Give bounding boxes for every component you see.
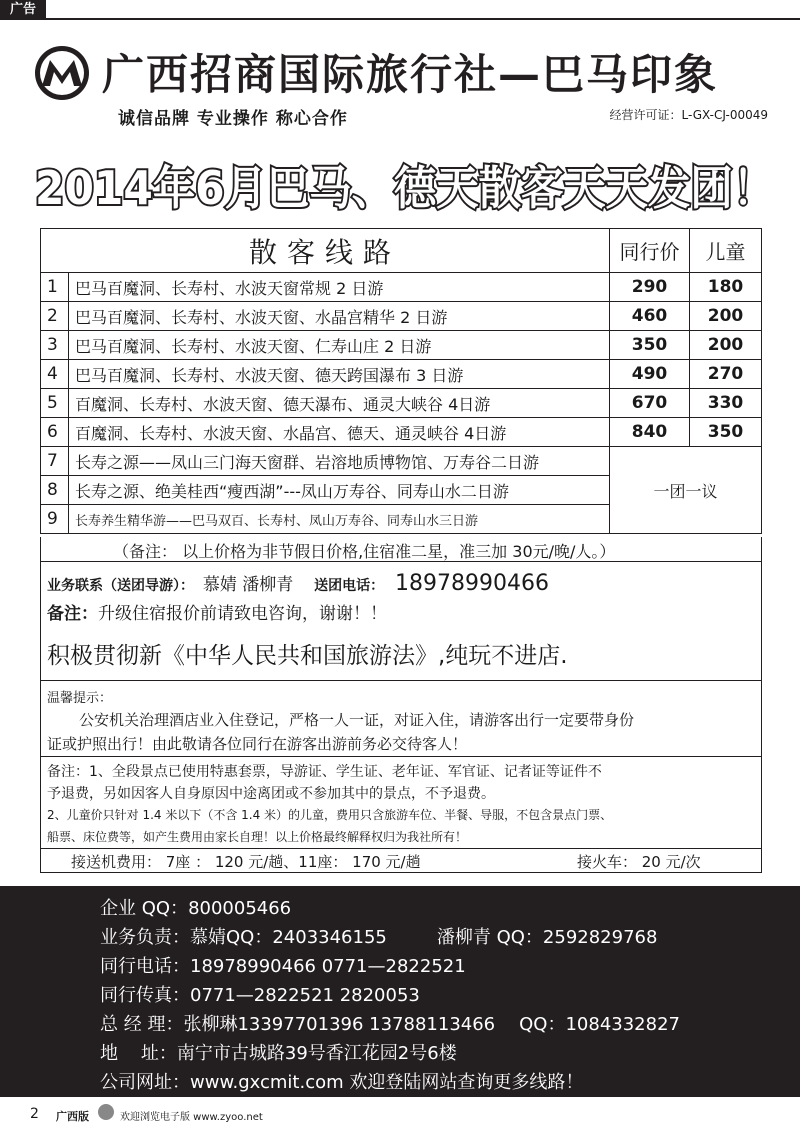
route-name: 百魔洞、长寿村、水波天窗、水晶宫、德天、通灵峡谷 4日游 <box>69 418 610 447</box>
footer-business-value-2: 潘柳青 QQ：2592829768 <box>436 927 658 948</box>
route-peer-price: 670 <box>610 389 690 418</box>
tips-title: 温馨提示： <box>47 691 113 706</box>
table-title: 散客线路 <box>41 229 610 273</box>
footer-qq-value: 800005466 <box>188 898 292 919</box>
footer-qq <box>100 894 291 920</box>
remark-line <box>47 599 767 624</box>
page-number: 2 <box>30 1106 39 1122</box>
top-rule <box>46 18 800 20</box>
slogan: 诚信品牌 专业操作 称心合作 <box>118 109 348 129</box>
footer-fax-value: 0771—2822521 2820053 <box>190 985 420 1006</box>
group-price: 一团一议 <box>610 447 762 534</box>
divider <box>41 848 761 849</box>
footer-gm-label: 总 经 理： <box>100 1014 184 1035</box>
table-row <box>41 273 762 302</box>
notes-box <box>40 537 762 873</box>
route-name: 巴马百魔洞、长寿村、水波天窗、仁寿山庄 2 日游 <box>69 331 610 360</box>
rule1-line-2: 予退费，另如因客人自身原因中途离团或不参加其中的景点，不予退费。 <box>47 786 495 802</box>
footer-address <box>100 1039 457 1065</box>
footer-website-value: www.gxcmit.com 欢迎登陆网站查询更多线路！ <box>190 1072 584 1093</box>
route-child-price: 330 <box>690 389 762 418</box>
route-no: 7 <box>41 447 69 476</box>
route-peer-price: 350 <box>610 331 690 360</box>
company-logo-icon <box>28 44 96 102</box>
route-table <box>40 228 762 534</box>
route-name: 巴马百魔洞、长寿村、水波天窗常规 2 日游 <box>69 273 610 302</box>
law-slogan: 积极贯彻新《中华人民共和国旅游法》,纯玩不进店. <box>47 643 568 669</box>
route-peer-price: 490 <box>610 360 690 389</box>
license-number: 经营许可证：L-GX-CJ-00049 <box>609 108 768 122</box>
contact-names: 慕婧 潘柳青 <box>202 575 294 595</box>
divider <box>41 756 761 757</box>
tips-line-1: 公安机关治理酒店业入住登记，严格一人一证，对证入住，请游客出行一定要带身份 <box>79 711 635 729</box>
footer-website <box>100 1068 583 1094</box>
transfer-fee: 接送机费用： 7座 ： 120 元/趟、11座： 170 元/趟 <box>71 853 421 871</box>
rule2-line-1: 2、儿童价只针对 1.4 米以下（不含 1.4 米）的儿童，费用只含旅游车位、半餐、导服，不包含景点门票、 <box>47 808 613 822</box>
table-row <box>41 331 762 360</box>
divider <box>41 680 761 681</box>
footer-address-value: 南宁市古城路39号香江花园2号6楼 <box>176 1043 457 1064</box>
tips-line-2: 证或护照出行！由此敬请各位同行在游客出游前务必交待客人！ <box>47 735 468 753</box>
phone-label: 送团电话： <box>314 578 385 594</box>
table-row <box>41 360 762 389</box>
headline-text: 2014年6月巴马、德天散客天天发团！ <box>35 161 775 215</box>
rule2-line-2: 船票、床位费等，如产生费用由家长自理！以上价格最终解释权归为我社所有！ <box>47 830 468 844</box>
footer-fax-label: 同行传真： <box>100 985 190 1006</box>
footer-tel <box>100 952 466 978</box>
footer-gm-value: 张柳琳13397701396 13788113466 <box>183 1014 496 1035</box>
route-name: 百魔洞、长寿村、水波天窗、德天瀑布、通灵大峡谷 4日游 <box>69 389 610 418</box>
brand-title: 广西招商国际旅行社—巴马印象 <box>102 50 719 99</box>
route-no: 6 <box>41 418 69 447</box>
page-footer <box>0 1100 800 1126</box>
col-child-price: 儿童 <box>690 229 762 273</box>
route-no: 2 <box>41 302 69 331</box>
ad-tag: 广告 <box>0 0 46 20</box>
footer-gm <box>100 1010 680 1036</box>
contact-line <box>47 570 767 596</box>
contact-footer <box>0 886 800 1097</box>
route-name: 长寿之源、绝美桂西“瘦西湖”---凤山万寿谷、同寿山水二日游 <box>69 476 610 505</box>
table-row <box>41 302 762 331</box>
route-peer-price: 840 <box>610 418 690 447</box>
page-section: 广西版 <box>56 1110 89 1123</box>
route-name: 巴马百魔洞、长寿村、水波天窗、水晶宫精华 2 日游 <box>69 302 610 331</box>
footer-qq-label: 企业 QQ： <box>100 898 189 919</box>
route-no: 1 <box>41 273 69 302</box>
footer-tel-label: 同行电话： <box>100 956 190 977</box>
route-no: 3 <box>41 331 69 360</box>
route-no: 8 <box>41 476 69 505</box>
table-row <box>41 447 762 476</box>
route-child-price: 200 <box>690 331 762 360</box>
route-name: 巴马百魔洞、长寿村、水波天窗、德天跨国瀑布 3 日游 <box>69 360 610 389</box>
footer-tel-value: 18978990466 0771—2822521 <box>190 956 466 977</box>
route-child-price: 270 <box>690 360 762 389</box>
footer-website-label: 公司网址： <box>100 1072 190 1093</box>
publication-logo-icon <box>98 1104 114 1120</box>
footer-business-label: 业务负责： <box>100 927 190 948</box>
col-peer-price: 同行价 <box>610 229 690 273</box>
remark-text: 升级住宿报价前请致电咨询，谢谢！！ <box>98 604 387 624</box>
table-row <box>41 418 762 447</box>
rule1-line-1: 备注：1、全段景点已使用特惠套票，导游证、学生证、老年证、军官证、记者证等证件不 <box>47 764 602 780</box>
route-no: 4 <box>41 360 69 389</box>
headline <box>30 152 780 222</box>
divider <box>41 561 761 562</box>
price-note: （备注： 以上价格为非节假日价格,住宿准二星，准三加 30元/晚/人。） <box>113 542 616 561</box>
footer-business <box>100 923 657 949</box>
route-child-price: 350 <box>690 418 762 447</box>
table-header-row <box>41 229 762 273</box>
route-no: 9 <box>41 505 69 534</box>
table-row <box>41 389 762 418</box>
page-site: 欢迎浏览电子版 www.zyoo.net <box>120 1112 263 1123</box>
route-no: 5 <box>41 389 69 418</box>
footer-gm-qq: QQ：1084332827 <box>519 1014 680 1035</box>
contact-label: 业务联系（送团导游）： <box>47 578 194 594</box>
delivery-phone: 18978990466 <box>395 571 549 596</box>
route-child-price: 200 <box>690 302 762 331</box>
train-fee: 接火车： 20 元/次 <box>577 853 701 871</box>
remark-label: 备注： <box>47 604 98 624</box>
route-name: 长寿养生精华游——巴马双百、长寿村、凤山万寿谷、同寿山水三日游 <box>69 505 610 534</box>
route-peer-price: 460 <box>610 302 690 331</box>
route-name: 长寿之源——凤山三门海天窗群、岩溶地质博物馆、万寿谷二日游 <box>69 447 610 476</box>
route-peer-price: 290 <box>610 273 690 302</box>
route-child-price: 180 <box>690 273 762 302</box>
footer-fax <box>100 981 420 1007</box>
footer-address-label: 地 址： <box>100 1043 177 1064</box>
footer-business-value: 慕婧QQ：2403346155 <box>190 927 387 948</box>
